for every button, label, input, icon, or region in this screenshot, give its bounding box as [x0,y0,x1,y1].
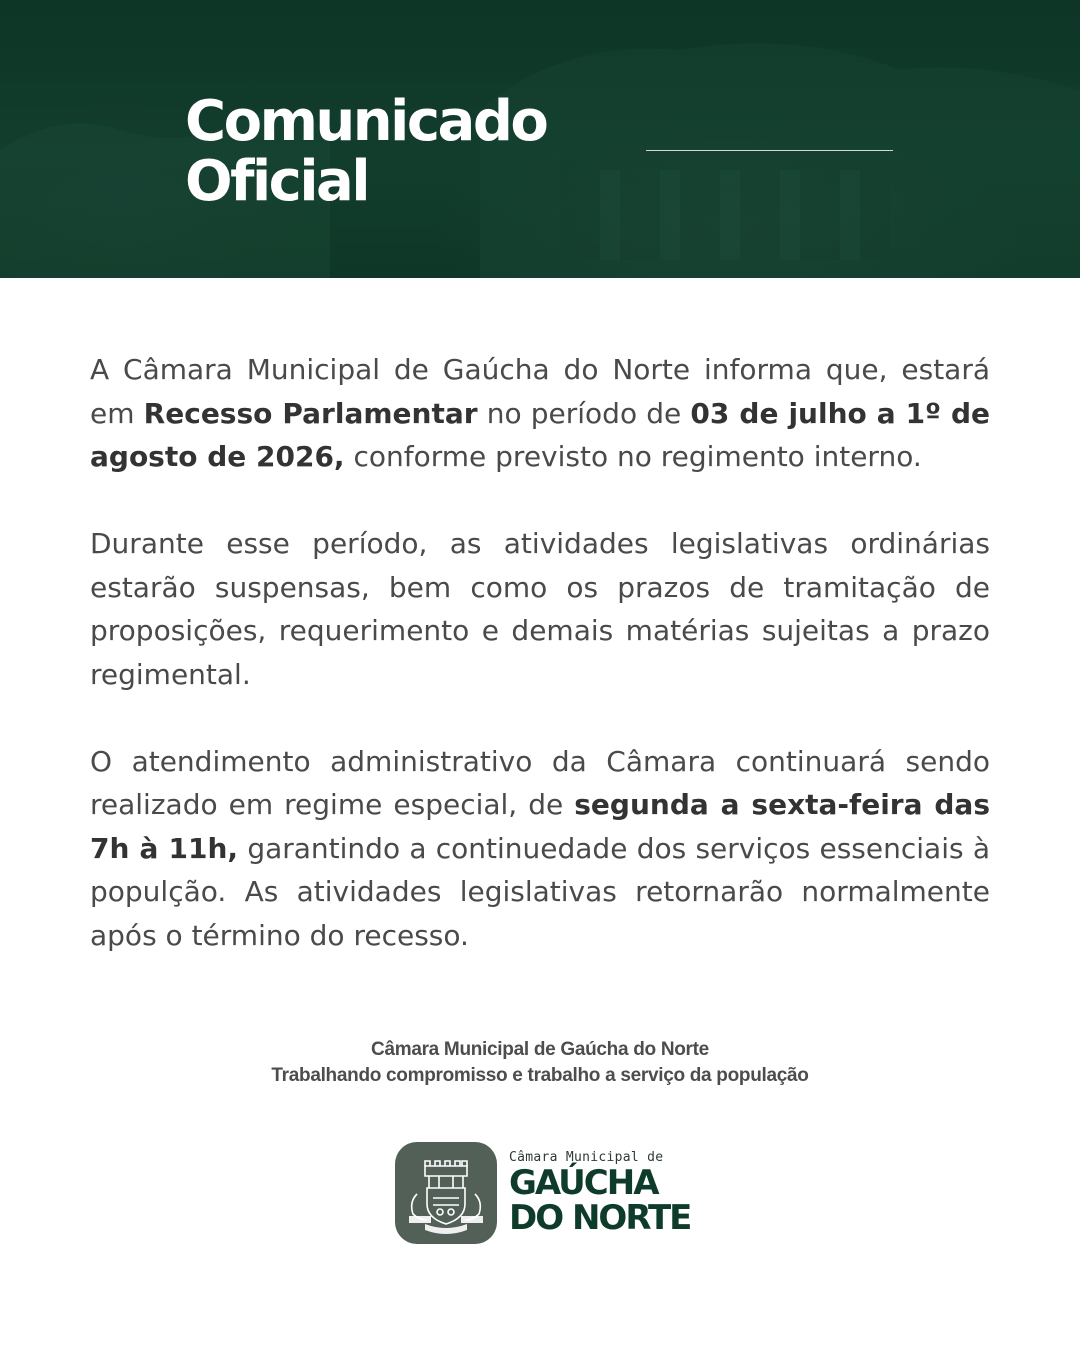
header-banner [0,0,1080,278]
paragraph-text: garantindo a continuedade dos serviços essenciais à populção. As atividades legislativas retornarão normalmente após o término do recesso. [90,831,990,952]
highlight-dates: 03 de julho a 1º de agosto de 2026, [90,396,990,473]
paragraph-2 [90,522,990,696]
paragraph-text: A Câmara Municipal de Gaúcha do Norte informa que, estará em [90,353,990,430]
page-title [185,89,547,214]
paragraph-text: conforme previsto no regimento interno. [344,440,922,473]
paragraph-text: O atendimento administrativo da Câmara continuará sendo realizado em regime especial, de [90,744,990,821]
paragraph-3 [90,740,990,958]
signature-block [0,1037,1080,1089]
highlight-hours: segunda a sexta-feira das 7h à 11h, [90,788,990,865]
municipal-coat-of-arms-icon [395,1142,497,1244]
signature-institution: Câmara Municipal de Gaúcha do Norte [371,1039,709,1060]
paragraph-1 [90,348,990,479]
institution-logo [509,1150,690,1236]
announcement-body [90,348,990,1001]
paragraph-text: Durante esse período, as atividades legislativas ordinárias estarão suspensas, bem como os prazos de tramitação de proposições, requerimento e demais matérias sujeitas a prazo regimental. [90,527,990,691]
logo-name-line-1: GAÚCHA [509,1163,658,1203]
logo-name-line-2: DO NORTE [509,1198,691,1238]
title-line-1: Comunicado [185,89,547,154]
highlight-recess: Recesso Parlamentar [143,396,478,430]
header-divider [646,150,893,151]
signature-motto: Trabalhando compromisso e trabalho a serviço da população [271,1065,809,1086]
logo-small-label: Câmara Municipal de [509,1150,664,1165]
title-line-2: Oficial [185,149,369,214]
paragraph-text: no período de [477,396,691,430]
